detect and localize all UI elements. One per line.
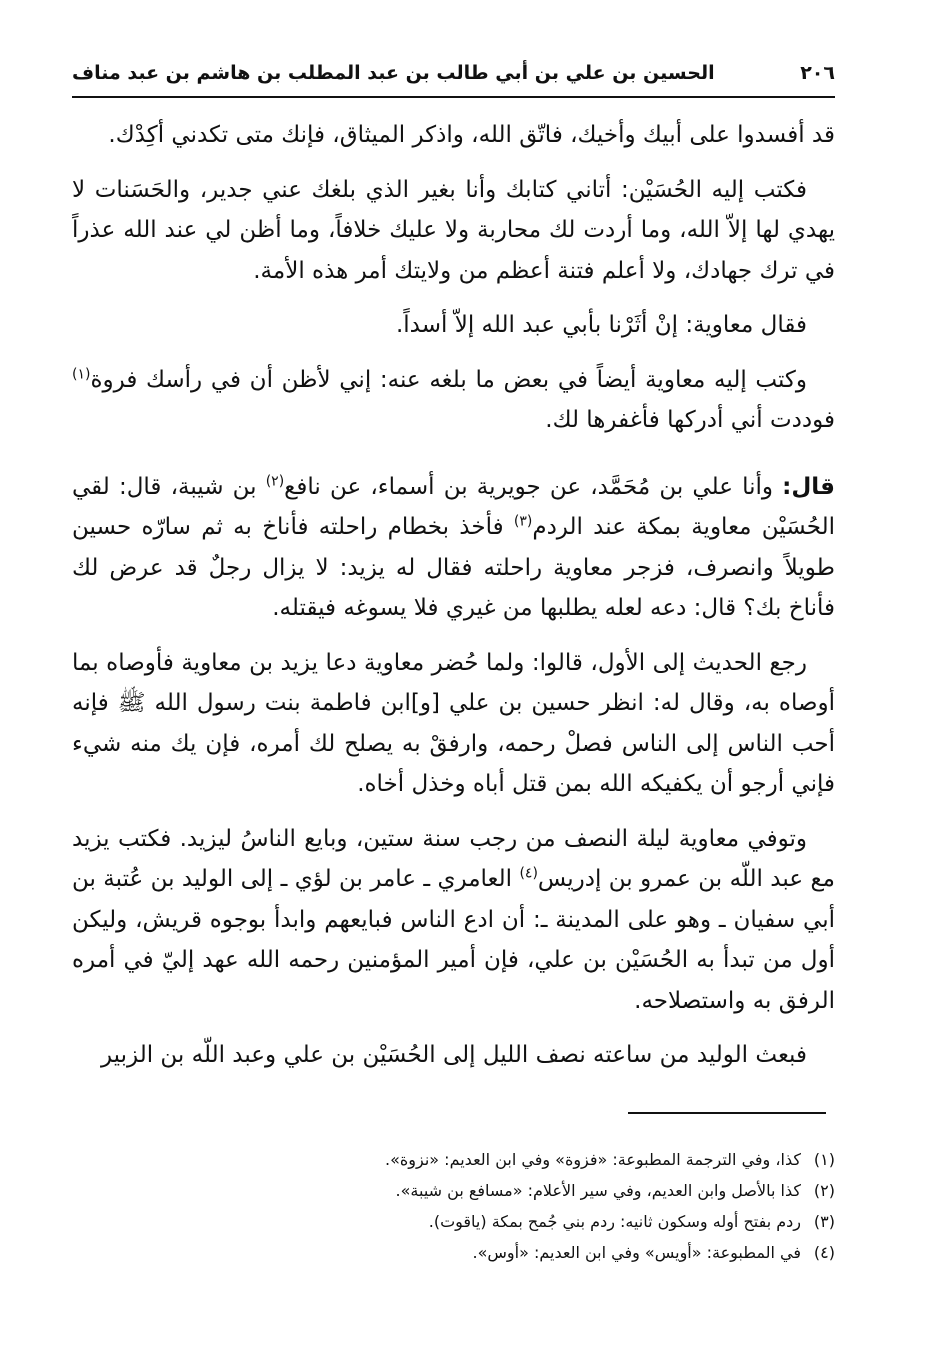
footnote-reference[interactable]: (١)	[72, 365, 91, 382]
footnote-1	[300, 1144, 835, 1175]
paragraph-text: فوددت أني أدركها فأغفرها لك.	[545, 407, 835, 433]
narration-lead: قال:	[782, 473, 835, 500]
paragraph-text: وكتب إليه معاوية أيضاً في بعض ما بلغه عنه: إني لأظن أن في رأسك فروة	[90, 366, 807, 393]
paragraph-text: رجع الحديث إلى الأول، قالوا: ولما حُضر معاوية دعا يزيد بن معاوية فأوصاه بما أوصاه به، وقال له: انظر حسين بن علي [و]ابن فاطمة بنت رسول الله ﷺ فإنه أحب الناس إلى الناس فصلْ رحمه، وارفقْ به يصلح لك أمره، فإن يك منه شيء فإني أرجو أن يكفيكه الله بمن قتل أباه وخذل أخاه.	[72, 649, 835, 797]
footnote-text: ردم بفتح أوله وسكون ثانيه: ردم بني جُمح بمكة (ياقوت).	[428, 1212, 801, 1231]
paragraph-7	[72, 819, 835, 1022]
paragraph-text: فقال معاوية: إنْ أثَرْنا بأبي عبد الله إلاّ أسداً.	[395, 312, 807, 338]
footnote-4	[300, 1237, 835, 1268]
footnote-reference[interactable]: (٣)	[513, 513, 533, 530]
paragraph-text: فأخذ بخطام راحلته فأناخ به ثم سارّه حسين طويلاً وانصرف، فزجر معاوية راحلته فقال له يزيد: لا يزال رجلٌ قد عرض لك فأناخ بك؟ قال: دعه لعله يطلبها من غيري فلا يسوغه فيقتله.	[72, 514, 835, 621]
footnote-text: كذا، وفي الترجمة المطبوعة: «فزوة» وفي ابن العديم: «نزوة».	[385, 1150, 801, 1169]
paragraph-text: بن شيبة، قال: لقي الحُسَيْن معاوية بمكة عند الردم	[72, 473, 835, 540]
paragraph-8	[72, 1035, 835, 1076]
footnote-number: (٣)	[813, 1212, 835, 1231]
paragraph-text: قد أفسدوا على أبيك وأخيك، فاتّق الله، واذكر الميثاق، فإنك متى تكدني أكِدْك.	[108, 122, 835, 148]
footnote-number: (٤)	[813, 1243, 835, 1262]
paragraph-text: فكتب إليه الحُسَيْن: أتاني كتابك وأنا بغير الذي بلغك عني جدير، والحَسَنات لا يهدي لها إلاّ الله، وما أردت لك محاربة ولا عليك خلافاً، وما أظن لي عند الله عذراً في ترك جهادك، ولا أعلم فتنة أعظم من ولايتك أمر هذه الأمة.	[72, 176, 835, 284]
footnote-2	[300, 1175, 835, 1206]
page-header	[72, 58, 835, 94]
paragraph-text: وأنا علي بن مُحَمَّد، عن جويرية بن أسماء، عن نافع	[284, 473, 783, 500]
footnote-text: كذا بالأصل وابن العديم، وفي سير الأعلام: «مسافع بن شيبة».	[395, 1181, 801, 1200]
paragraph-text: وتوفي معاوية ليلة النصف من رجب سنة ستين، وبايع الناسُ ليزيد. فكتب يزيد مع عبد اللّه بن عمرو بن إدريس	[72, 825, 835, 892]
footnote-separator	[628, 1112, 826, 1114]
footnote-number: (١)	[813, 1150, 835, 1169]
footnote-text: في المطبوعة: «أويس» وفي ابن العديم: «أوس».	[472, 1243, 801, 1262]
body-text	[72, 115, 835, 1090]
running-title: الحسين بن علي بن أبي طالب بن عبد المطلب بن هاشم بن عبد مناف	[72, 62, 715, 84]
paragraph-4	[72, 360, 835, 441]
paragraph-1	[72, 115, 835, 156]
paragraph-3	[72, 305, 835, 346]
footnote-3	[300, 1206, 835, 1237]
page-number: ٢٠٦	[800, 62, 835, 84]
footnote-reference[interactable]: (٤)	[519, 865, 538, 882]
header-rule	[72, 96, 835, 98]
paragraph-text: فبعث الوليد من ساعته نصف الليل إلى الحُسَيْن بن علي وعبد اللّه بن الزبير	[100, 1042, 807, 1068]
footnotes	[300, 1144, 835, 1268]
paragraph-2	[72, 170, 835, 292]
footnote-reference[interactable]: (٢)	[265, 472, 285, 489]
paragraph-text: العامري ـ عامر بن لؤي ـ إلى الوليد بن عُتبة بن أبي سفيان ـ وهو على المدينة ـ: أن ادع الناس فبايعهم وابدأ بوجوه قريش، وليكن أول من تبدأ به الحُسَيْن بن علي، فإن أمير المؤمنين رحمه الله عهد إليّ في أمره الرفق به واستصلاحه.	[72, 866, 835, 1014]
paragraph-6	[72, 643, 835, 805]
paragraph-5	[72, 467, 835, 629]
footnote-number: (٢)	[813, 1181, 835, 1200]
